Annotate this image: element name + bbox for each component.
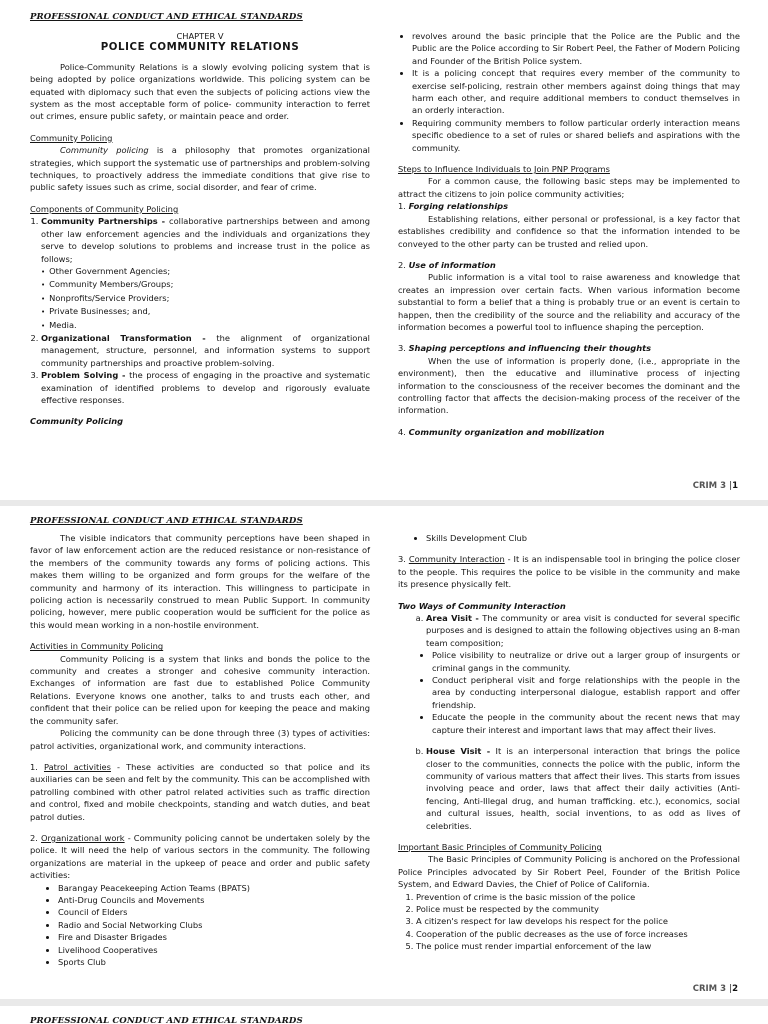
objectives-list <box>426 649 740 736</box>
list-item: 4. Cooperation of the public decreases as the use of force increases <box>416 928 740 940</box>
left-column <box>30 532 370 968</box>
chapter-label: CHAPTER V <box>176 31 224 41</box>
item-text: collaborative partnerships between and among other law enforcement agencies and the individuals and organizations they serve to develop solutions to problems and increase trust in the police as follows; <box>41 216 371 264</box>
footer-course: CRIM 3 | <box>692 984 733 994</box>
step-heading <box>398 342 740 354</box>
concept-bullets <box>398 30 740 154</box>
item-term: Community Interaction <box>408 554 505 565</box>
item-text: the process of engaging in the proactive and systematic examination of identified problems to develop and rigorously evaluate effective responses. <box>41 370 370 405</box>
item-term: House Visit - <box>426 746 496 757</box>
list-item: • Sports Club <box>58 956 370 968</box>
right-column <box>398 532 740 953</box>
list-item: • Radio and Social Networking Clubs <box>58 919 370 931</box>
section-heading: Community Policing <box>30 132 113 143</box>
list-item: • Livelihood Cooperatives <box>58 944 370 956</box>
list-item: • Media. <box>41 319 370 332</box>
definition-paragraph <box>30 144 370 194</box>
defined-term: Community policing <box>60 145 149 156</box>
item-text: It is an interpersonal interaction that brings the police closer to the communities, connects the police with the public, inform the community of various matters that affect their lives. This starts from issues involving peace and order, laws that affect their daily activities (Anti-fencing, Anti-Illegal drug, and human trafficking. etc.), economics, social and cultural issues, health, social inventions, to as odd as lives of celebrities. <box>426 746 741 831</box>
section-heading: Important Basic Principles of Community Policing <box>398 841 602 852</box>
chapter-title: POLICE COMMUNITY RELATIONS <box>100 42 300 54</box>
step-number: 2. <box>398 259 406 270</box>
item-text: the alignment of organizational management, structure, personnel, and information systems to support community partnerships and proactive problem-solving. <box>41 332 370 368</box>
step-text: Establishing relations, either personal or professional, is a key factor that establishes credibility and confidence so that the information intended to be conveyed to the other party can be trusted and relied upon. <box>398 213 740 249</box>
item-term: Organizational work <box>41 832 125 843</box>
page-number: 1 <box>732 481 738 491</box>
item-term: Patrol activities <box>43 761 111 772</box>
list-item: • Nonprofits/Service Providers; <box>41 292 370 305</box>
item-text: The community or area visit is conducted for several specific purposes and is designed to attain the following objectives using an 8-man team composition; <box>426 613 740 648</box>
activity-paragraph <box>30 761 370 823</box>
list-item: • Barangay Peacekeeping Action Teams (BPATS) <box>58 882 370 894</box>
item-term: Organizational Transformation - <box>41 332 217 343</box>
paragraph: Community Policing is a system that links and bonds the police to the community and creates a stronger and cohesive community interaction. Exchanges of information are fast due to established Police Community Relations. Everyone knows one another, talks to and trusts each other, and confident that their police can be relied upon for keeping the peace and making the community safer. <box>30 653 370 726</box>
list-item: • Council of Elders <box>58 906 370 918</box>
item-term: Problem Solving - <box>41 370 130 381</box>
step-heading <box>398 259 740 271</box>
activity-paragraph <box>30 832 370 882</box>
list-item <box>41 215 370 332</box>
list-item: • Community Members/Groups; <box>41 278 370 291</box>
list-item: 5. The police must render impartial enforcement of the law <box>416 940 740 952</box>
paragraph: Policing the community can be done through three (3) types of activities: patrol activities, organizational work, and community interactions. <box>30 728 370 751</box>
list-item: • revolves around the basic principle that the Police are the Public and the Public are the Police according to Sir Robert Peel, the Father of Modern Policing and Founder of the British Police system. <box>412 30 740 67</box>
list-item: • Requiring community members to follow particular orderly interaction means specific obedience to a set of rules or shared beliefs and aspirations with the community. <box>412 117 740 154</box>
running-header: PROFESSIONAL CONDUCT AND ETHICAL STANDARDS <box>30 12 303 22</box>
item-text: - These activities are conducted so that police and its auxiliaries can be seen and felt by the community. This can be accomplished with patrolling combined with other patrol related activities such as traffic direction and control, fixed and mobile checkpoints, standing and watch duties, and beat patrol duties. <box>30 761 371 822</box>
organizations-list-continued <box>398 532 740 544</box>
running-header: PROFESSIONAL CONDUCT AND ETHICAL STANDARDS <box>30 1016 303 1024</box>
list-item: 2. Police must be respected by the community <box>416 903 740 915</box>
list-item: • Other Government Agencies; <box>41 265 370 278</box>
interaction-ways-list <box>398 612 740 832</box>
list-item <box>41 332 370 369</box>
list-item: • It is a policing concept that requires every member of the community to exercise self-policing, restrain other members against doing things that may harm each other, and require additional members to conduct themselves in an orderly interaction. <box>412 67 740 117</box>
item-term: Community Partnerships - <box>41 216 170 227</box>
step-number: 1. <box>398 201 406 212</box>
list-item: • Conduct peripheral visit and forge relationships with the people in the area by conducting interpersonal dialogue, establish rapport and offer friendship. <box>432 674 740 711</box>
step-title: Forging relationships <box>408 201 509 212</box>
page-footer <box>693 481 738 491</box>
list-item: 3. A citizen's respect for law develops his respect for the police <box>416 915 740 927</box>
step-title: Shaping perceptions and influencing their thoughts <box>408 343 652 354</box>
step-title: Community organization and mobilization <box>408 426 605 437</box>
list-item: • Private Businesses; and, <box>41 305 370 318</box>
step-title: Use of information <box>408 259 496 270</box>
list-item <box>426 745 740 832</box>
subsection-label: Community Policing <box>30 416 124 427</box>
paragraph: The Basic Principles of Community Policing is anchored on the Professional Police Principles advocated by Sir Robert Peel, Founder of the British Police System, and Edward Davies, the Chief of Police of California. <box>398 854 740 890</box>
list-item: • Fire and Disaster Brigades <box>58 931 370 943</box>
item-term: Area Visit - <box>426 613 483 624</box>
page-footer <box>693 984 738 994</box>
step-heading <box>398 426 740 438</box>
list-item: • Educate the people in the community about the recent news that may capture their interest and important laws that may affect their lives. <box>432 711 740 736</box>
item-number: 3. <box>398 554 406 565</box>
step-heading <box>398 200 740 212</box>
item-number: 2. <box>30 832 38 843</box>
item-number: 1. <box>30 761 38 772</box>
intro-paragraph: The visible indicators that community perceptions have been shaped in favor of law enforcement action are the reduced resistance or non-resistance of the members of the community towards any forms of policing actions. This makes them willing to be organized and form groups for the welfare of the community and harmony of its interaction. This willingness to participate in policing action is necessarily construed to mean Public Support. In community policing, however, mere public cooperation would be sufficient for the police as this would mean working in a non-hostile environment. <box>30 533 370 630</box>
list-item <box>426 612 740 745</box>
definition-text: is a philosophy that promotes organizational strategies, which support the systematic use of partnerships and problem-solving techniques, to proactively address the immediate conditions that give rise to public safety issues such as crime, social disorder, and fear of crime. <box>30 145 370 193</box>
step-number: 3. <box>398 343 406 354</box>
left-column <box>30 30 370 428</box>
list-item: 1. Prevention of crime is the basic mission of the police <box>416 891 740 903</box>
section-heading: Activities in Community Policing <box>30 641 164 652</box>
item-text: - Community policing cannot be undertaken solely by the police. It will need the help of various sectors in the community. The following organizations are material in the upkeep of peace and order and public safety activities: <box>30 832 370 881</box>
document-page-2 <box>0 506 768 999</box>
activity-paragraph <box>398 553 740 590</box>
list-item: • Anti-Drug Councils and Movements <box>58 894 370 906</box>
subsection-heading: Two Ways of Community Interaction <box>398 600 566 611</box>
running-header: PROFESSIONAL CONDUCT AND ETHICAL STANDARDS <box>30 516 303 526</box>
right-column <box>398 30 740 438</box>
list-item <box>41 369 370 406</box>
partners-list <box>41 265 370 332</box>
document-page-3 <box>0 1006 768 1024</box>
list-item: • Skills Development Club <box>426 532 740 544</box>
list-item: • Police visibility to neutralize or drive out a larger group of insurgents or criminal gangs in the community. <box>432 649 740 674</box>
footer-course: CRIM 3 | <box>692 481 733 491</box>
step-text: Public information is a vital tool to raise awareness and knowledge that creates an impression over certain facts. When various information become substantial to form a belief that a thing is probably true or an event is certain to happen, then the credibility of the source and the reliability and accuracy of the information becomes a powerful tool to influence shaping the perception. <box>398 272 740 332</box>
paragraph: For a common cause, the following basic steps may be implemented to attract the citizens to join police community activities; <box>398 176 740 199</box>
step-number: 4. <box>398 426 406 437</box>
principles-list <box>398 891 740 953</box>
intro-paragraph: Police-Community Relations is a slowly evolving policing system that is being adopted by police organizations worldwide. This policing system can be equated with diplomacy such that even the subjects of policing actions view the system as the most acceptable form of police- community interaction to ferret out crimes, ensure public safety, or maintain peace and order. <box>30 61 370 122</box>
step-text: When the use of information is properly done, (i.e., appropriate in the environment), then the educative and illuminative process of injecting information to the consciousness of the receiver becomes the dominant and the controlling factor that affects the decision-making process of the receiver of the information. <box>398 355 740 416</box>
document-page-1 <box>0 0 768 500</box>
organizations-list <box>30 882 370 969</box>
section-heading: Steps to Influence Individuals to Join PNP Programs <box>398 164 610 175</box>
section-heading: Components of Community Policing <box>30 203 179 214</box>
components-list <box>30 215 370 406</box>
item-text: - It is an indispensable tool in bringing the police closer to the people. This requires the police to be visible in the community and make its presence physically felt. <box>398 554 740 590</box>
page-number: 2 <box>732 984 738 994</box>
